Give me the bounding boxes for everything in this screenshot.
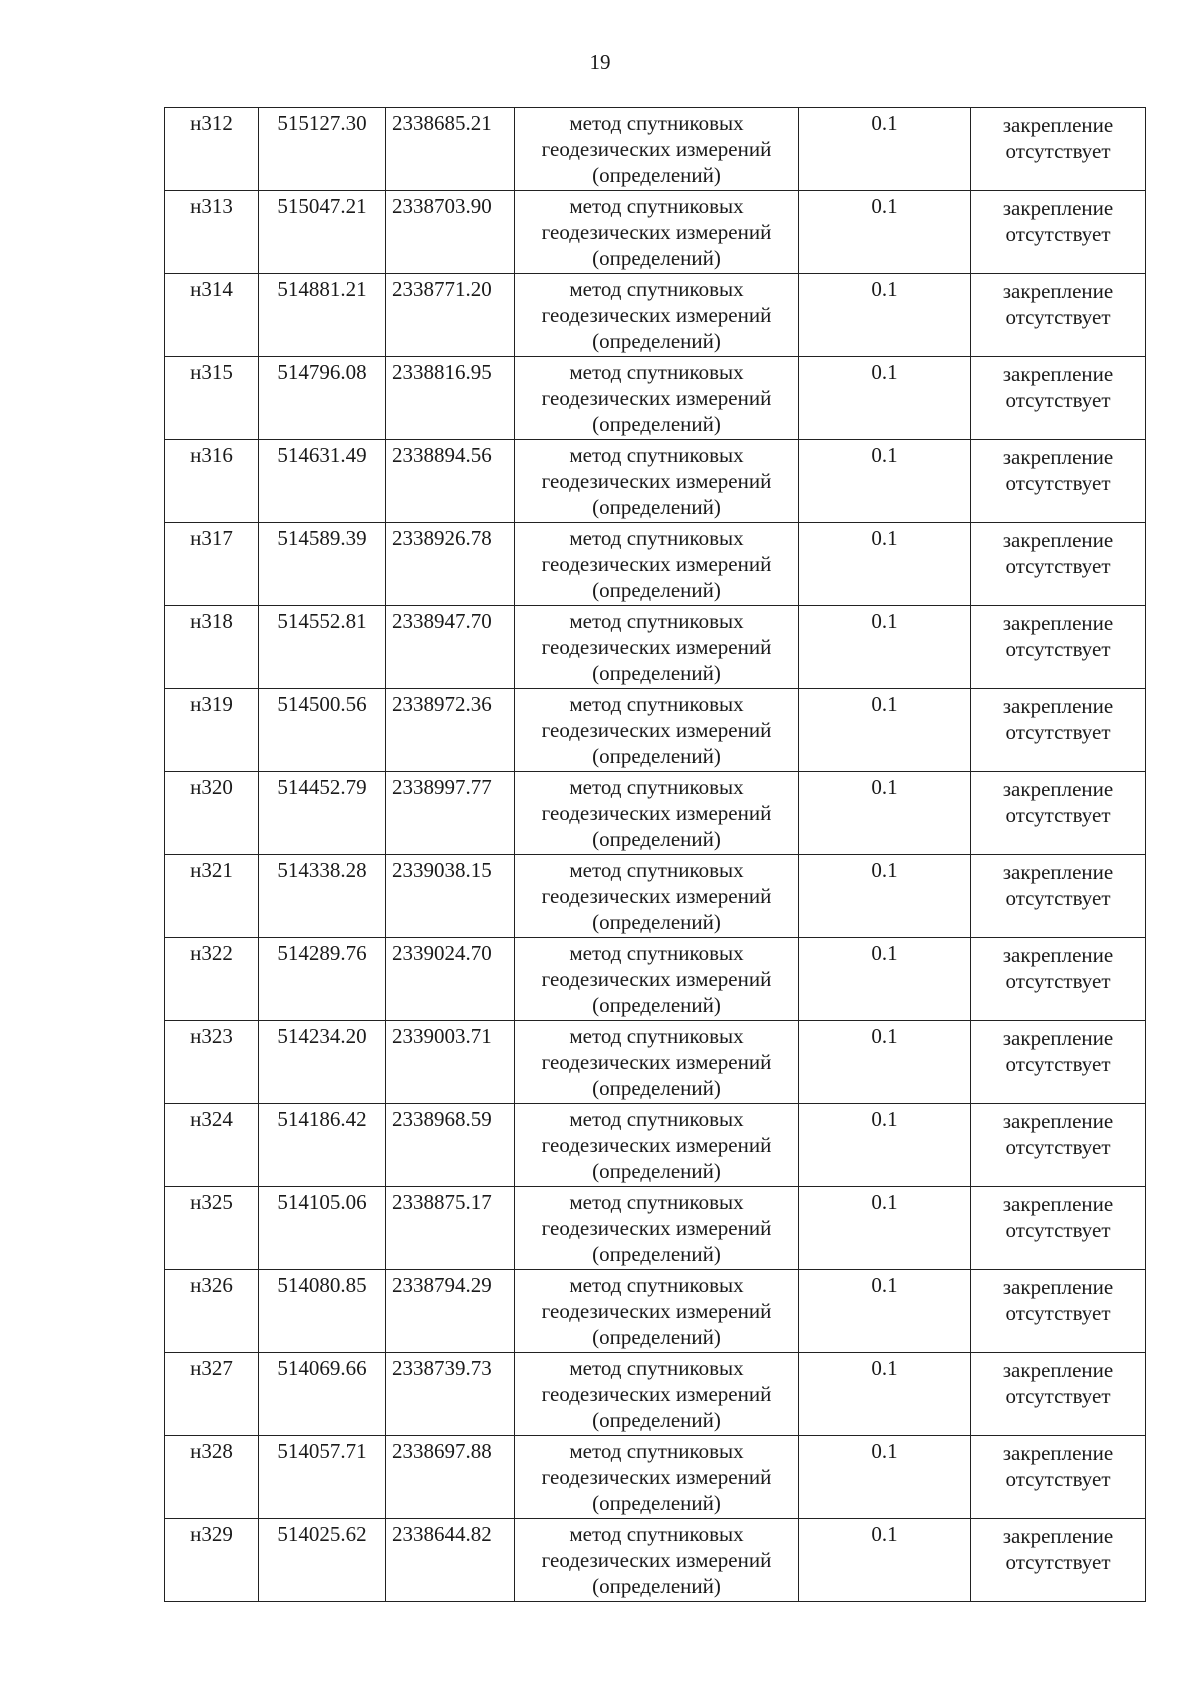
y-coordinate-cell: 2338771.20 xyxy=(386,274,515,357)
table-row xyxy=(165,855,1146,938)
accuracy-cell: 0.1 xyxy=(799,1270,971,1353)
method-line: метод спутниковых xyxy=(569,1107,744,1131)
method-cell xyxy=(515,1519,799,1602)
y-coordinate-cell: 2338697.88 xyxy=(386,1436,515,1519)
point-name-cell: н313 xyxy=(165,191,259,274)
method-line: метод спутниковых xyxy=(569,443,744,467)
method-line: (определений) xyxy=(592,1408,721,1432)
method-line: геодезических измерений xyxy=(541,1465,772,1489)
point-name-cell: н320 xyxy=(165,772,259,855)
method-line: (определений) xyxy=(592,827,721,851)
method-line: (определений) xyxy=(592,1325,721,1349)
point-name-cell: н316 xyxy=(165,440,259,523)
x-coordinate-cell: 514105.06 xyxy=(259,1187,386,1270)
point-name-cell: н325 xyxy=(165,1187,259,1270)
table-row xyxy=(165,1104,1146,1187)
method-line: (определений) xyxy=(592,744,721,768)
table-row xyxy=(165,191,1146,274)
method-cell xyxy=(515,440,799,523)
method-line: метод спутниковых xyxy=(569,941,744,965)
point-name-cell: н312 xyxy=(165,108,259,191)
fixing-line: закрепление xyxy=(1002,777,1114,801)
accuracy-cell: 0.1 xyxy=(799,191,971,274)
method-line: геодезических измерений xyxy=(541,386,772,410)
fixing-line: закрепление xyxy=(1002,445,1114,469)
fixing-cell xyxy=(971,1436,1146,1519)
method-line: (определений) xyxy=(592,412,721,436)
fixing-line: отсутствует xyxy=(1005,720,1111,744)
y-coordinate-cell: 2338685.21 xyxy=(386,108,515,191)
fixing-cell xyxy=(971,772,1146,855)
x-coordinate-cell: 514500.56 xyxy=(259,689,386,772)
method-line: геодезических измерений xyxy=(541,884,772,908)
fixing-line: отсутствует xyxy=(1005,803,1111,827)
method-line: (определений) xyxy=(592,1574,721,1598)
fixing-line: отсутствует xyxy=(1005,886,1111,910)
method-cell xyxy=(515,938,799,1021)
y-coordinate-cell: 2338875.17 xyxy=(386,1187,515,1270)
x-coordinate-cell: 515047.21 xyxy=(259,191,386,274)
accuracy-cell: 0.1 xyxy=(799,855,971,938)
fixing-cell xyxy=(971,108,1146,191)
accuracy-cell: 0.1 xyxy=(799,108,971,191)
method-line: (определений) xyxy=(592,1076,721,1100)
fixing-line: отсутствует xyxy=(1005,1301,1111,1325)
accuracy-cell: 0.1 xyxy=(799,1187,971,1270)
x-coordinate-cell: 514631.49 xyxy=(259,440,386,523)
accuracy-cell: 0.1 xyxy=(799,1353,971,1436)
y-coordinate-cell: 2338703.90 xyxy=(386,191,515,274)
table-body xyxy=(165,108,1146,1602)
y-coordinate-cell: 2338739.73 xyxy=(386,1353,515,1436)
fixing-line: отсутствует xyxy=(1005,388,1111,412)
fixing-line: отсутствует xyxy=(1005,1550,1111,1574)
table-row xyxy=(165,357,1146,440)
method-line: геодезических измерений xyxy=(541,1382,772,1406)
x-coordinate-cell: 514069.66 xyxy=(259,1353,386,1436)
point-name-cell: н318 xyxy=(165,606,259,689)
y-coordinate-cell: 2338644.82 xyxy=(386,1519,515,1602)
table-row xyxy=(165,1353,1146,1436)
y-coordinate-cell: 2338947.70 xyxy=(386,606,515,689)
fixing-line: закрепление xyxy=(1002,611,1114,635)
point-name-cell: н328 xyxy=(165,1436,259,1519)
y-coordinate-cell: 2339024.70 xyxy=(386,938,515,1021)
method-cell xyxy=(515,1353,799,1436)
method-cell xyxy=(515,1187,799,1270)
coordinates-table xyxy=(164,107,1146,1602)
point-name-cell: н326 xyxy=(165,1270,259,1353)
table-row xyxy=(165,1270,1146,1353)
method-line: геодезических измерений xyxy=(541,967,772,991)
fixing-line: закрепление xyxy=(1002,528,1114,552)
fixing-line: закрепление xyxy=(1002,860,1114,884)
fixing-cell xyxy=(971,606,1146,689)
method-line: (определений) xyxy=(592,246,721,270)
fixing-cell xyxy=(971,855,1146,938)
point-name-cell: н315 xyxy=(165,357,259,440)
method-line: геодезических измерений xyxy=(541,1548,772,1572)
method-line: геодезических измерений xyxy=(541,220,772,244)
y-coordinate-cell: 2338972.36 xyxy=(386,689,515,772)
method-line: геодезических измерений xyxy=(541,1299,772,1323)
point-name-cell: н319 xyxy=(165,689,259,772)
fixing-line: отсутствует xyxy=(1005,1384,1111,1408)
fixing-line: отсутствует xyxy=(1005,637,1111,661)
fixing-cell xyxy=(971,1021,1146,1104)
method-cell xyxy=(515,191,799,274)
fixing-line: отсутствует xyxy=(1005,139,1111,163)
method-line: геодезических измерений xyxy=(541,303,772,327)
table-row xyxy=(165,1021,1146,1104)
method-line: геодезических измерений xyxy=(541,137,772,161)
method-cell xyxy=(515,1021,799,1104)
fixing-cell xyxy=(971,1519,1146,1602)
accuracy-cell: 0.1 xyxy=(799,1519,971,1602)
method-line: геодезических измерений xyxy=(541,718,772,742)
fixing-cell xyxy=(971,357,1146,440)
method-line: (определений) xyxy=(592,163,721,187)
fixing-line: закрепление xyxy=(1002,1358,1114,1382)
fixing-cell xyxy=(971,1104,1146,1187)
method-line: метод спутниковых xyxy=(569,1273,744,1297)
fixing-line: закрепление xyxy=(1002,1026,1114,1050)
fixing-line: отсутствует xyxy=(1005,305,1111,329)
table-row xyxy=(165,938,1146,1021)
fixing-line: закрепление xyxy=(1002,196,1114,220)
accuracy-cell: 0.1 xyxy=(799,1021,971,1104)
point-name-cell: н323 xyxy=(165,1021,259,1104)
x-coordinate-cell: 515127.30 xyxy=(259,108,386,191)
y-coordinate-cell: 2338794.29 xyxy=(386,1270,515,1353)
fixing-cell xyxy=(971,523,1146,606)
x-coordinate-cell: 514025.62 xyxy=(259,1519,386,1602)
method-line: (определений) xyxy=(592,910,721,934)
method-line: (определений) xyxy=(592,1242,721,1266)
table-row xyxy=(165,108,1146,191)
y-coordinate-cell: 2338894.56 xyxy=(386,440,515,523)
method-line: метод спутниковых xyxy=(569,1522,744,1546)
accuracy-cell: 0.1 xyxy=(799,1104,971,1187)
fixing-line: отсутствует xyxy=(1005,1467,1111,1491)
point-name-cell: н314 xyxy=(165,274,259,357)
x-coordinate-cell: 514552.81 xyxy=(259,606,386,689)
fixing-line: отсутствует xyxy=(1005,554,1111,578)
fixing-line: отсутствует xyxy=(1005,222,1111,246)
page-number: 19 xyxy=(589,50,611,74)
fixing-line: закрепление xyxy=(1002,694,1114,718)
method-line: метод спутниковых xyxy=(569,526,744,550)
y-coordinate-cell: 2339003.71 xyxy=(386,1021,515,1104)
table-row xyxy=(165,689,1146,772)
accuracy-cell: 0.1 xyxy=(799,357,971,440)
fixing-cell xyxy=(971,1270,1146,1353)
point-name-cell: н317 xyxy=(165,523,259,606)
method-line: метод спутниковых xyxy=(569,692,744,716)
fixing-line: закрепление xyxy=(1002,943,1114,967)
method-line: метод спутниковых xyxy=(569,1190,744,1214)
method-line: (определений) xyxy=(592,495,721,519)
method-line: метод спутниковых xyxy=(569,609,744,633)
x-coordinate-cell: 514881.21 xyxy=(259,274,386,357)
method-line: (определений) xyxy=(592,1159,721,1183)
fixing-line: закрепление xyxy=(1002,1109,1114,1133)
table-row xyxy=(165,1519,1146,1602)
x-coordinate-cell: 514234.20 xyxy=(259,1021,386,1104)
table-row xyxy=(165,1187,1146,1270)
y-coordinate-cell: 2338968.59 xyxy=(386,1104,515,1187)
accuracy-cell: 0.1 xyxy=(799,772,971,855)
fixing-cell xyxy=(971,938,1146,1021)
method-cell xyxy=(515,108,799,191)
accuracy-cell: 0.1 xyxy=(799,523,971,606)
fixing-line: закрепление xyxy=(1002,1441,1114,1465)
point-name-cell: н321 xyxy=(165,855,259,938)
method-cell xyxy=(515,523,799,606)
method-line: (определений) xyxy=(592,578,721,602)
method-line: геодезических измерений xyxy=(541,1216,772,1240)
fixing-cell xyxy=(971,440,1146,523)
table-row xyxy=(165,1436,1146,1519)
method-line: геодезических измерений xyxy=(541,1050,772,1074)
fixing-cell xyxy=(971,1187,1146,1270)
point-name-cell: н327 xyxy=(165,1353,259,1436)
method-line: (определений) xyxy=(592,329,721,353)
method-line: (определений) xyxy=(592,661,721,685)
fixing-line: закрепление xyxy=(1002,279,1114,303)
method-cell xyxy=(515,1436,799,1519)
y-coordinate-cell: 2338926.78 xyxy=(386,523,515,606)
method-line: метод спутниковых xyxy=(569,277,744,301)
accuracy-cell: 0.1 xyxy=(799,440,971,523)
method-line: метод спутниковых xyxy=(569,1356,744,1380)
x-coordinate-cell: 514796.08 xyxy=(259,357,386,440)
fixing-cell xyxy=(971,689,1146,772)
table-row xyxy=(165,606,1146,689)
method-cell xyxy=(515,606,799,689)
fixing-cell xyxy=(971,274,1146,357)
x-coordinate-cell: 514338.28 xyxy=(259,855,386,938)
method-line: метод спутниковых xyxy=(569,1439,744,1463)
fixing-line: закрепление xyxy=(1002,1192,1114,1216)
x-coordinate-cell: 514186.42 xyxy=(259,1104,386,1187)
point-name-cell: н322 xyxy=(165,938,259,1021)
x-coordinate-cell: 514589.39 xyxy=(259,523,386,606)
method-line: геодезических измерений xyxy=(541,635,772,659)
fixing-line: отсутствует xyxy=(1005,1218,1111,1242)
accuracy-cell: 0.1 xyxy=(799,274,971,357)
accuracy-cell: 0.1 xyxy=(799,689,971,772)
method-line: геодезических измерений xyxy=(541,469,772,493)
method-cell xyxy=(515,357,799,440)
accuracy-cell: 0.1 xyxy=(799,606,971,689)
x-coordinate-cell: 514080.85 xyxy=(259,1270,386,1353)
method-line: геодезических измерений xyxy=(541,1133,772,1157)
method-cell xyxy=(515,855,799,938)
fixing-line: отсутствует xyxy=(1005,1135,1111,1159)
method-cell xyxy=(515,274,799,357)
fixing-line: закрепление xyxy=(1002,1275,1114,1299)
point-name-cell: н329 xyxy=(165,1519,259,1602)
fixing-line: отсутствует xyxy=(1005,1052,1111,1076)
method-line: метод спутниковых xyxy=(569,775,744,799)
fixing-line: закрепление xyxy=(1002,1524,1114,1548)
method-line: метод спутниковых xyxy=(569,194,744,218)
table-row xyxy=(165,772,1146,855)
method-cell xyxy=(515,1104,799,1187)
method-line: (определений) xyxy=(592,993,721,1017)
fixing-cell xyxy=(971,191,1146,274)
accuracy-cell: 0.1 xyxy=(799,938,971,1021)
table-row xyxy=(165,274,1146,357)
method-line: метод спутниковых xyxy=(569,360,744,384)
fixing-line: отсутствует xyxy=(1005,969,1111,993)
method-cell xyxy=(515,689,799,772)
y-coordinate-cell: 2338816.95 xyxy=(386,357,515,440)
x-coordinate-cell: 514057.71 xyxy=(259,1436,386,1519)
y-coordinate-cell: 2338997.77 xyxy=(386,772,515,855)
method-line: геодезических измерений xyxy=(541,801,772,825)
method-line: (определений) xyxy=(592,1491,721,1515)
method-cell xyxy=(515,1270,799,1353)
method-line: метод спутниковых xyxy=(569,1024,744,1048)
method-cell xyxy=(515,772,799,855)
x-coordinate-cell: 514289.76 xyxy=(259,938,386,1021)
table-row xyxy=(165,523,1146,606)
y-coordinate-cell: 2339038.15 xyxy=(386,855,515,938)
fixing-line: отсутствует xyxy=(1005,471,1111,495)
accuracy-cell: 0.1 xyxy=(799,1436,971,1519)
fixing-cell xyxy=(971,1353,1146,1436)
method-line: метод спутниковых xyxy=(569,111,744,135)
table-row xyxy=(165,440,1146,523)
method-line: геодезических измерений xyxy=(541,552,772,576)
fixing-line: закрепление xyxy=(1002,113,1114,137)
point-name-cell: н324 xyxy=(165,1104,259,1187)
fixing-line: закрепление xyxy=(1002,362,1114,386)
x-coordinate-cell: 514452.79 xyxy=(259,772,386,855)
method-line: метод спутниковых xyxy=(569,858,744,882)
